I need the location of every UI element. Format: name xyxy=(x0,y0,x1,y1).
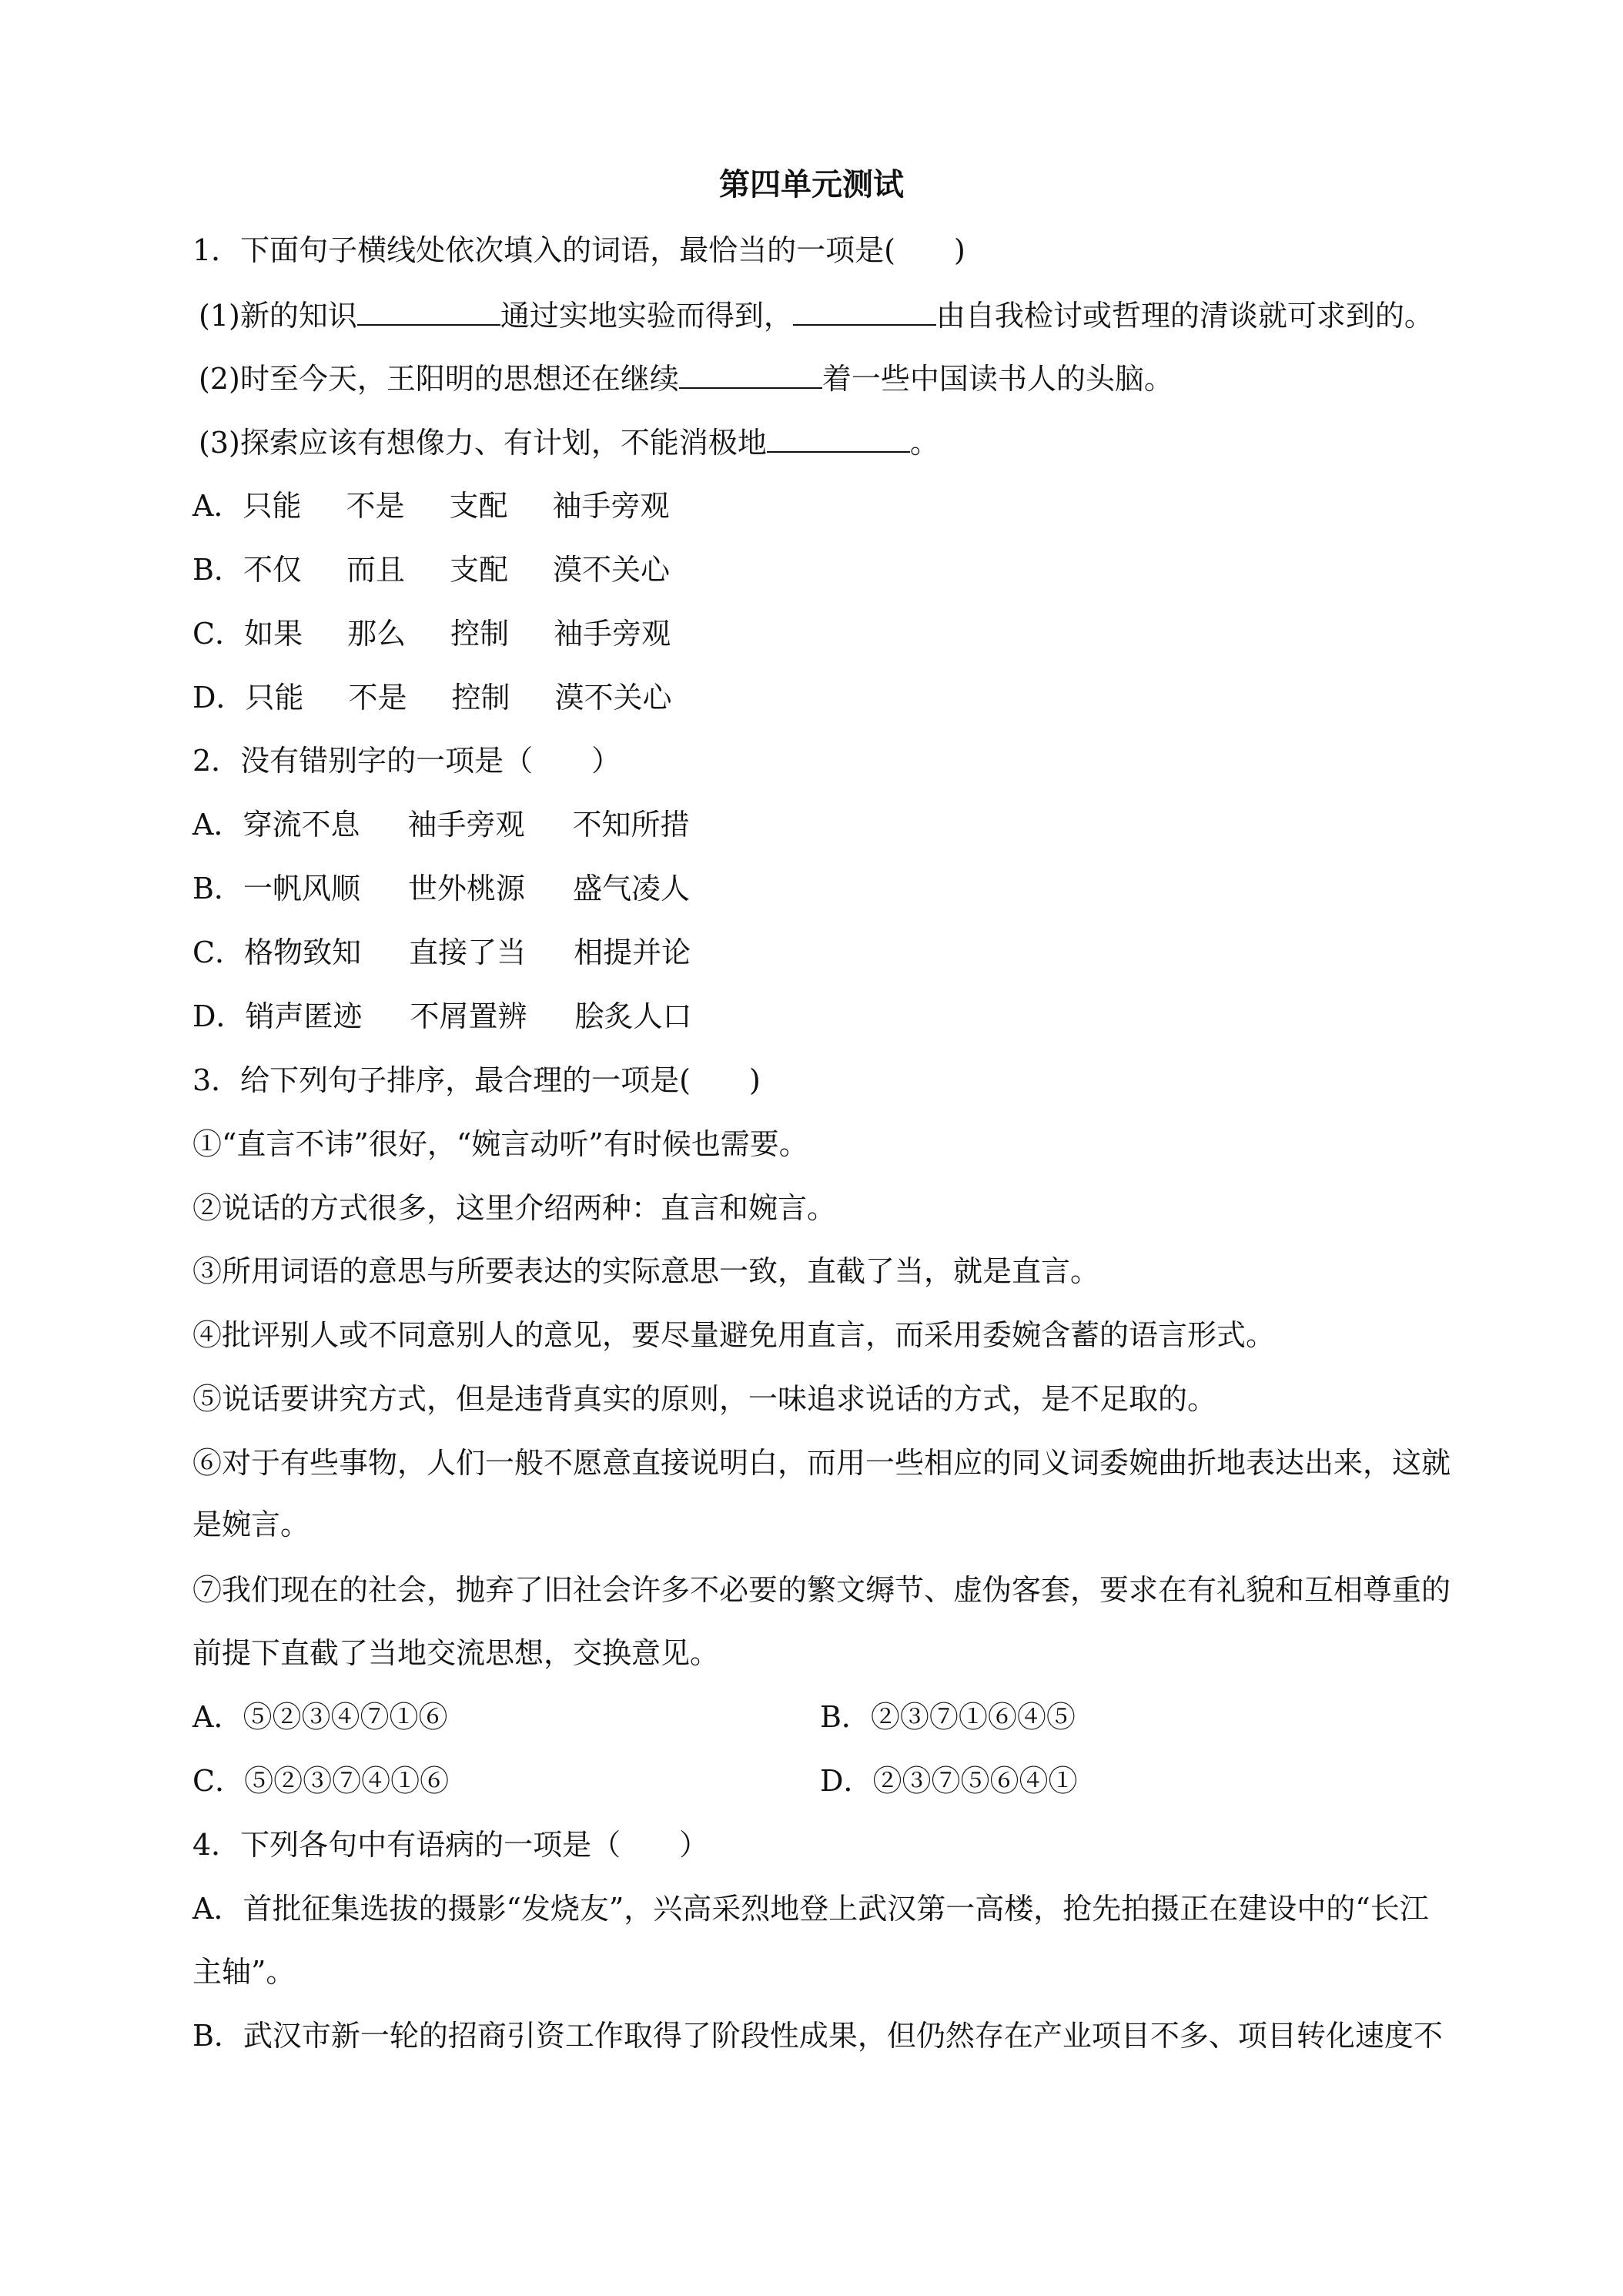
blank-line xyxy=(357,295,500,326)
question-3-option-a[interactable]: A．⑤②③④⑦①⑥ xyxy=(192,1700,448,1734)
option-word: 销声匿迹 xyxy=(245,999,363,1033)
option-word: 脍炙人口 xyxy=(574,999,692,1033)
option-word: 漠不关心 xyxy=(554,681,672,715)
option-word: 只能 xyxy=(243,489,302,523)
sentence-text: 通过实地实验而得到， xyxy=(500,299,793,333)
question-2-option-d[interactable] xyxy=(192,993,692,1039)
option-word: 相提并论 xyxy=(574,935,691,969)
option-word: 控制 xyxy=(451,681,510,715)
sentence-text: (2)时至今天，王阳明的思想还在继续 xyxy=(199,362,679,396)
question-3-stem: 3．给下列句子排序，最合理的一项是( ) xyxy=(192,1063,761,1097)
option-word: 支配 xyxy=(449,489,508,523)
question-2-stem: 2．没有错别字的一项是（ ） xyxy=(192,744,621,778)
option-label: C． xyxy=(192,935,245,969)
question-1-option-b[interactable] xyxy=(192,547,670,593)
question-3-sentence-7-cont: 前提下直截了当地交流思想，交换意见。 xyxy=(192,1636,720,1670)
question-1-option-c[interactable] xyxy=(192,611,671,657)
option-word: 格物致知 xyxy=(244,935,362,969)
question-2-option-b[interactable] xyxy=(192,865,690,912)
question-3-sentence-5: ⑤说话要讲究方式，但是违背真实的原则，一味追求说话的方式，是不足取的。 xyxy=(192,1382,1217,1416)
question-3-option-d[interactable]: D．②③⑦⑤⑥④① xyxy=(820,1764,1078,1798)
option-label: B． xyxy=(192,553,243,587)
option-word: 袖手旁观 xyxy=(407,808,525,842)
question-3-sentence-3: ③所用词语的意思与所要表达的实际意思一致，直截了当，就是直言。 xyxy=(192,1254,1100,1288)
option-word: 穿流不息 xyxy=(243,808,360,842)
option-label: A． xyxy=(192,808,243,842)
question-2-option-c[interactable] xyxy=(192,929,691,976)
option-label: C． xyxy=(192,617,245,651)
question-3-sentence-7: ⑦我们现在的社会，抛弃了旧社会许多不必要的繁文缛节、虚伪客套，要求在有礼貌和互相尊重的 xyxy=(192,1573,1451,1607)
sentence-text: (3)探索应该有想像力、有计划，不能消极地 xyxy=(199,426,767,460)
question-4-option-b[interactable]: B．武汉市新一轮的招商引资工作取得了阶段性成果，但仍然存在产业项目不多、项目转化速度不 xyxy=(192,2019,1443,2053)
question-1-sentence-2 xyxy=(199,356,1173,402)
option-word: 控制 xyxy=(450,617,510,651)
blank-line xyxy=(679,358,822,389)
sentence-text: (1)新的知识 xyxy=(199,299,357,333)
question-3-sentence-6-cont: 是婉言。 xyxy=(192,1508,310,1541)
option-word: 不屑置辨 xyxy=(410,999,527,1033)
page-title: 第四单元测试 xyxy=(719,167,904,202)
question-4-option-a[interactable]: A．首批征集选拔的摄影“发烧友”，兴高采烈地登上武汉第一高楼，抢先拍摄正在建设中的“长江 xyxy=(192,1892,1429,1926)
question-1-option-d[interactable] xyxy=(192,674,672,721)
question-1-stem: 1．下面句子横线处依次填入的词语，最恰当的一项是( ) xyxy=(192,233,965,267)
option-label: A． xyxy=(192,489,243,523)
option-word: 世外桃源 xyxy=(407,872,525,905)
question-1-sentence-3 xyxy=(199,420,939,466)
option-word: 盛气凌人 xyxy=(572,872,690,905)
option-word: 袖手旁观 xyxy=(554,617,671,651)
option-label: D． xyxy=(192,681,246,715)
blank-line xyxy=(793,295,936,326)
option-word: 只能 xyxy=(245,681,304,715)
option-label: D． xyxy=(192,999,246,1033)
option-word: 一帆风顺 xyxy=(243,872,360,905)
option-word: 不知所措 xyxy=(572,808,690,842)
option-word: 不是 xyxy=(346,489,405,523)
question-3-sentence-2: ②说话的方式很多，这里介绍两种：直言和婉言。 xyxy=(192,1191,837,1225)
question-4-stem: 4．下列各句中有语病的一项是（ ） xyxy=(192,1828,709,1862)
question-3-sentence-6: ⑥对于有些事物，人们一般不愿意直接说明白，而用一些相应的同义词委婉曲折地表达出来，这就 xyxy=(192,1446,1451,1480)
question-4-option-a-cont: 主轴”。 xyxy=(192,1955,296,1989)
option-word: 漠不关心 xyxy=(552,553,670,587)
question-3-option-c[interactable]: C．⑤②③⑦④①⑥ xyxy=(192,1764,450,1798)
option-word: 那么 xyxy=(347,617,407,651)
question-3-option-b[interactable]: B．②③⑦①⑥④⑤ xyxy=(820,1700,1076,1734)
option-word: 如果 xyxy=(244,617,303,651)
sentence-text: 着一些中国读书人的头脑。 xyxy=(822,362,1173,396)
option-word: 袖手旁观 xyxy=(552,489,670,523)
option-word: 支配 xyxy=(449,553,508,587)
blank-line xyxy=(767,422,910,453)
question-2-option-a[interactable] xyxy=(192,802,690,848)
option-word: 而且 xyxy=(346,553,405,587)
question-1-option-a[interactable] xyxy=(192,483,670,529)
question-3-sentence-1: ①“直言不讳”很好，“婉言动听”有时候也需要。 xyxy=(192,1127,808,1161)
option-label: B． xyxy=(192,872,243,905)
sentence-text: 由自我检讨或哲理的清谈就可求到的。 xyxy=(935,299,1434,333)
option-word: 不是 xyxy=(348,681,407,715)
option-word: 直接了当 xyxy=(409,935,527,969)
sentence-text: 。 xyxy=(909,426,939,460)
question-3-sentence-4: ④批评别人或不同意别人的意见，要尽量避免用直言，而采用委婉含蓄的语言形式。 xyxy=(192,1318,1276,1352)
option-word: 不仅 xyxy=(243,553,302,587)
question-1-sentence-1 xyxy=(199,293,1434,339)
